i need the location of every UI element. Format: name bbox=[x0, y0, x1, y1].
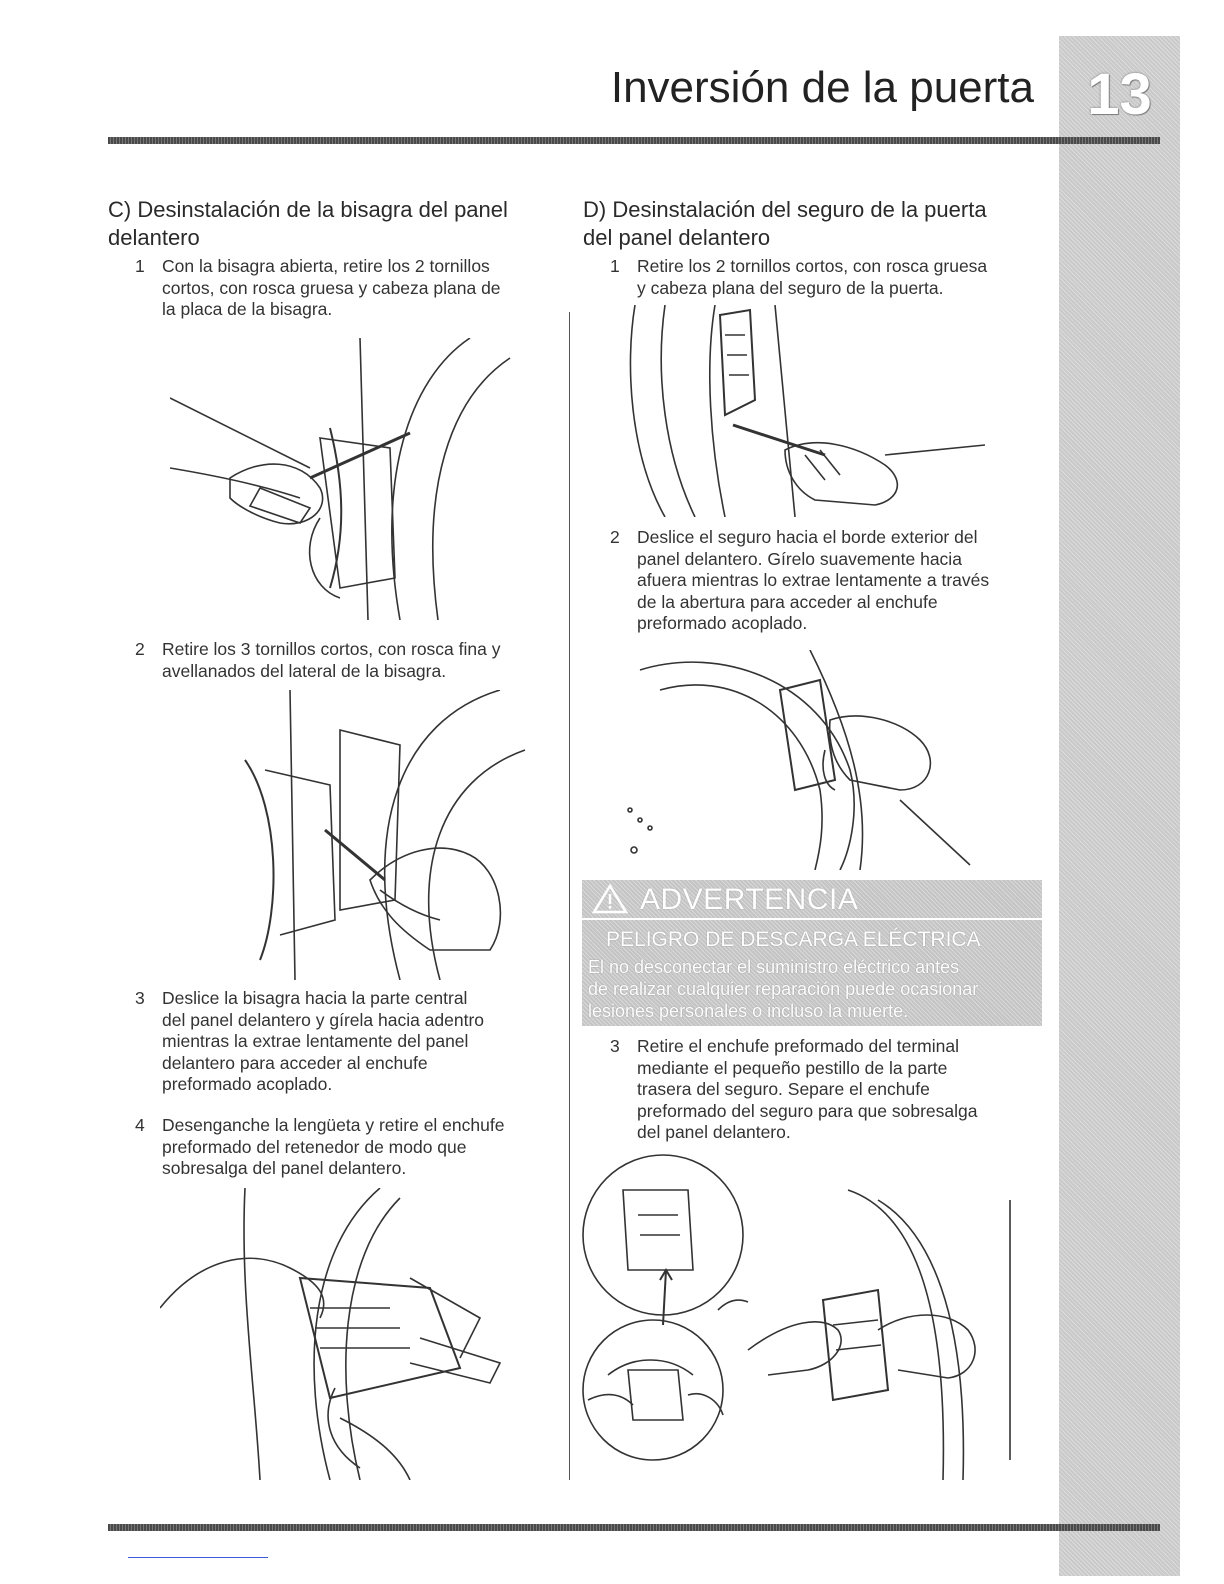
section-c-heading bbox=[108, 196, 558, 252]
step-text: trasera del seguro. Separe el enchufe bbox=[637, 1079, 930, 1099]
step-text: Retire los 2 tornillos cortos, con rosca gruesa bbox=[637, 256, 988, 276]
step-text: cortos, con rosca gruesa y cabeza plana de bbox=[162, 277, 501, 298]
door-lock-screws-illustration bbox=[625, 305, 985, 517]
warning-title: ADVERTENCIA bbox=[640, 883, 859, 916]
step-text: sobresalga del panel delantero. bbox=[162, 1158, 407, 1178]
c-step-3 bbox=[135, 988, 560, 1098]
step-text: panel delantero. Gírelo suavemente hacia bbox=[637, 548, 962, 569]
footer-rule bbox=[108, 1524, 1160, 1531]
step-number: 3 bbox=[610, 1036, 620, 1056]
hinge-screws-illustration bbox=[170, 338, 530, 620]
step-text: mientras la extrae lentamente del panel bbox=[162, 1031, 469, 1051]
step-text: Deslice el seguro hacia el borde exterior del bbox=[637, 527, 978, 547]
warning-box bbox=[582, 880, 1042, 1026]
c-step-2 bbox=[135, 639, 560, 683]
page-number: 13 bbox=[1087, 62, 1152, 127]
step-text: preformado del seguro para que sobresalga bbox=[637, 1100, 978, 1121]
step-number: 2 bbox=[610, 527, 620, 547]
step-text: Con la bisagra abierta, retire los 2 tornillos bbox=[162, 256, 490, 276]
step-text: del panel delantero y gírela hacia adentro bbox=[162, 1009, 485, 1030]
step-text: avellanados del lateral de la bisagra. bbox=[162, 660, 447, 681]
warning-subtitle: PELIGRO DE DESCARGA ELÉCTRICA bbox=[606, 928, 981, 951]
step-text: Desenganche la lengüeta y retire el enchufe bbox=[162, 1115, 505, 1135]
section-c-heading-line1: C) Desinstalación de la bisagra del panel bbox=[108, 197, 508, 222]
hinge-side-screws-illustration bbox=[170, 690, 530, 980]
step-text: Retire el enchufe preformado del terminal bbox=[637, 1036, 959, 1056]
step-number: 1 bbox=[610, 256, 620, 276]
step-number: 3 bbox=[135, 988, 145, 1008]
wire-harness-hinge-illustration bbox=[160, 1188, 530, 1480]
step-text: Deslice la bisagra hacia la parte central bbox=[162, 988, 468, 1008]
step-text: mediante el pequeño pestillo de la parte bbox=[637, 1057, 948, 1078]
step-text: preformado del retenedor de modo que bbox=[162, 1136, 467, 1157]
footer-link-line bbox=[128, 1557, 268, 1558]
step-text: preformado acoplado. bbox=[637, 613, 808, 633]
warning-header bbox=[582, 880, 1042, 920]
d-step-1 bbox=[610, 256, 1050, 300]
wire-plug-latch-illustration bbox=[578, 1150, 1028, 1480]
step-text: preformado acoplado. bbox=[162, 1074, 333, 1094]
step-number: 1 bbox=[135, 256, 145, 276]
header-rule bbox=[108, 137, 1160, 144]
step-text: de la abertura para acceder al enchufe bbox=[637, 591, 938, 612]
section-d-heading bbox=[583, 196, 1043, 252]
step-text: delantero para acceder al enchufe bbox=[162, 1052, 428, 1073]
section-d-heading-line1: D) Desinstalación del seguro de la puerta bbox=[583, 197, 987, 222]
step-text: y cabeza plana del seguro de la puerta. bbox=[637, 277, 944, 298]
warning-triangle-icon bbox=[592, 884, 628, 914]
section-d-heading-line2: del panel delantero bbox=[583, 225, 771, 250]
warning-line: lesiones personales o incluso la muerte. bbox=[588, 1001, 909, 1021]
warning-line: de realizar cualquier reparación puede ocasionar bbox=[588, 979, 979, 999]
section-c-heading-line2: delantero bbox=[108, 225, 200, 250]
door-lock-slide-illustration bbox=[620, 650, 985, 870]
step-number: 2 bbox=[135, 639, 145, 659]
c-step-1 bbox=[135, 256, 560, 322]
step-text: Retire los 3 tornillos cortos, con rosca fina y bbox=[162, 639, 501, 659]
column-divider bbox=[569, 312, 570, 1480]
c-step-4 bbox=[135, 1115, 560, 1181]
step-text: del panel delantero. bbox=[637, 1122, 791, 1142]
page-title: Inversión de la puerta bbox=[610, 63, 1034, 112]
d-step-2 bbox=[610, 527, 1050, 637]
step-text: la placa de la bisagra. bbox=[162, 299, 333, 319]
d-step-3 bbox=[610, 1036, 1050, 1146]
warning-line: El no desconectar el suministro eléctrico antes bbox=[588, 957, 960, 977]
step-text: afuera mientras lo extrae lentamente a través bbox=[637, 570, 990, 590]
warning-text bbox=[588, 956, 1038, 1022]
step-number: 4 bbox=[135, 1115, 145, 1135]
side-tab bbox=[1059, 36, 1180, 1576]
